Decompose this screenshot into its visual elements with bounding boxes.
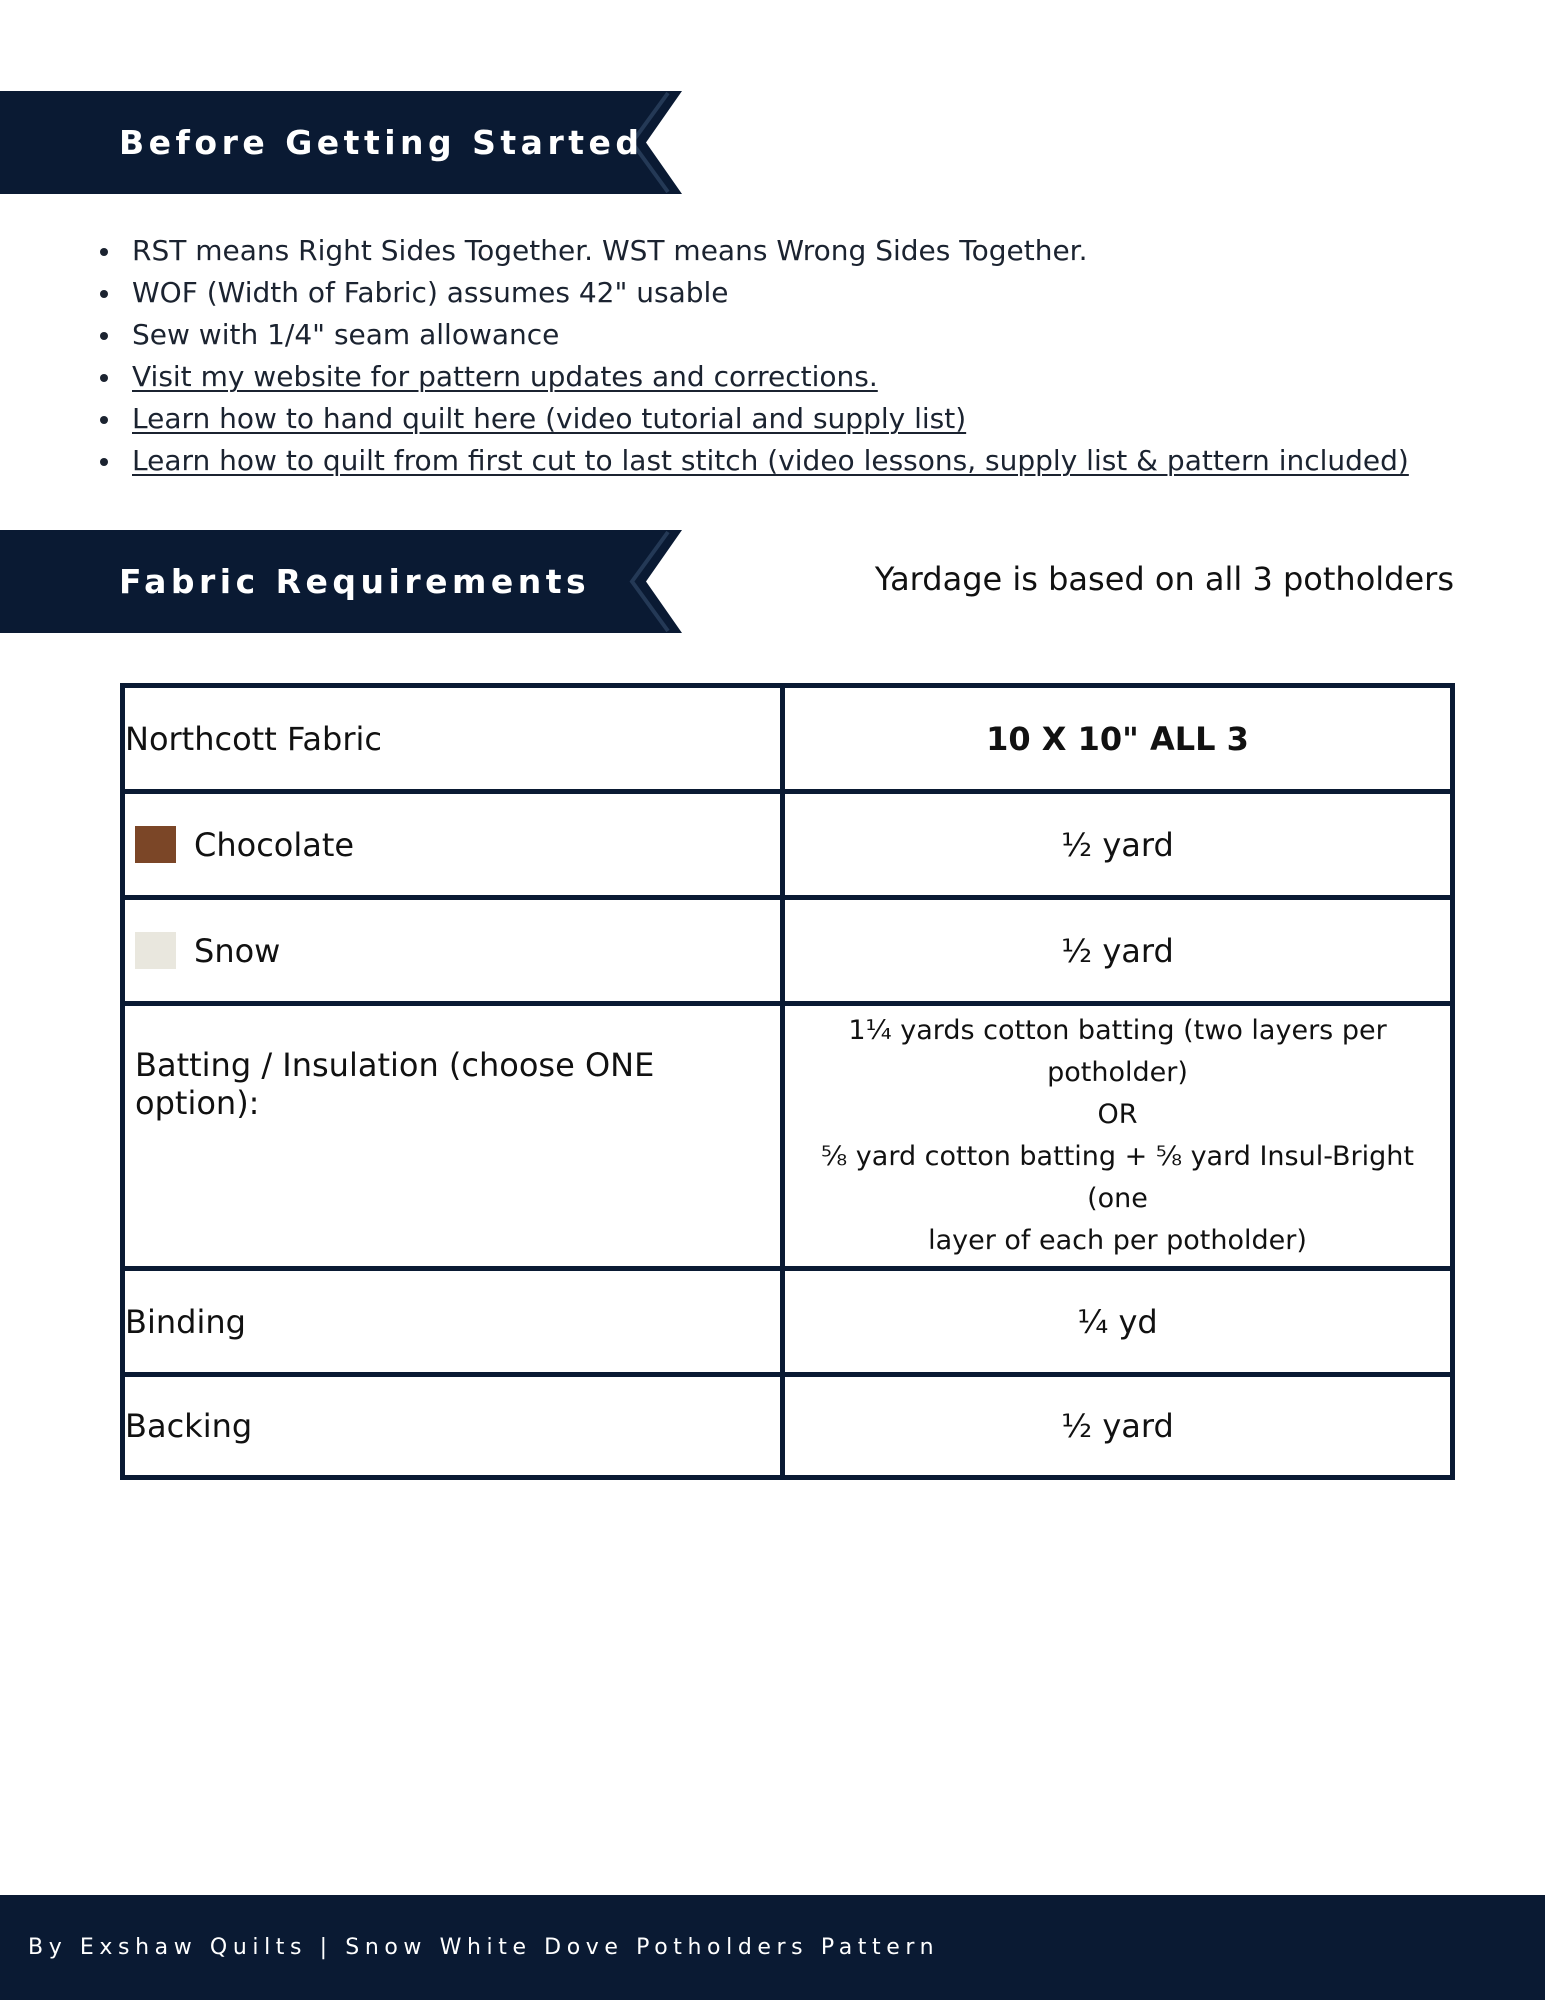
table-row-snow	[123, 898, 1453, 1004]
bullet-icon	[100, 332, 108, 340]
table-row-batting	[123, 1004, 1453, 1269]
snow-amount: ½ yard	[783, 898, 1453, 1004]
binding-amount: ¼ yd	[783, 1269, 1453, 1375]
binding-label: Binding	[123, 1269, 783, 1375]
note-hand-quilt	[98, 398, 1518, 440]
snow-swatch	[135, 932, 176, 969]
hand-quilt-link[interactable]: Learn how to hand quilt here (video tutorial and supply list)	[132, 402, 967, 435]
bullet-icon	[100, 458, 108, 466]
before-getting-started-banner	[0, 91, 682, 194]
table-row-header	[123, 686, 1453, 792]
batting-options	[783, 1004, 1453, 1269]
table-row-binding	[123, 1269, 1453, 1375]
batting-option1-line1: 1¼ yards cotton batting (two layers per	[848, 1015, 1387, 1046]
quilt-course-link[interactable]: Learn how to quilt from first cut to last stitch (video lessons, supply list & pattern included)	[132, 444, 1409, 477]
fabric-requirements-table	[120, 683, 1455, 1480]
backing-amount: ½ yard	[783, 1375, 1453, 1478]
note-wof: WOF (Width of Fabric) assumes 42" usable	[98, 272, 1518, 314]
table-row-chocolate	[123, 792, 1453, 898]
section-title-fabric: Fabric Requirements	[119, 562, 591, 601]
batting-or: OR	[1097, 1099, 1138, 1130]
snow-label: Snow	[194, 931, 281, 970]
chocolate-label: Chocolate	[194, 825, 355, 864]
batting-option2-line2: layer of each per potholder)	[928, 1225, 1307, 1256]
website-link[interactable]: Visit my website for pattern updates and corrections.	[132, 360, 878, 393]
yardage-note: Yardage is based on all 3 potholders	[874, 560, 1454, 598]
page-footer	[0, 1895, 1545, 2000]
bullet-icon	[100, 374, 108, 382]
footer-credit: By Exshaw Quilts | Snow White Dove Potholders Pattern	[28, 1935, 940, 1960]
chocolate-swatch	[135, 826, 176, 863]
batting-label: Batting / Insulation (choose ONE option):	[135, 1046, 655, 1122]
header-size-label: 10 X 10" ALL 3	[783, 686, 1453, 792]
backing-label: Backing	[123, 1375, 783, 1478]
section-title-before: Before Getting Started	[119, 123, 644, 162]
note-rst: RST means Right Sides Together. WST means Wrong Sides Together.	[98, 230, 1518, 272]
bullet-icon	[100, 248, 108, 256]
bullet-icon	[100, 290, 108, 298]
fabric-requirements-banner	[0, 530, 682, 633]
table-row-backing	[123, 1375, 1453, 1478]
chocolate-amount: ½ yard	[783, 792, 1453, 898]
batting-option1-line2: potholder)	[1047, 1057, 1188, 1088]
note-website	[98, 356, 1518, 398]
notes-list	[98, 230, 1518, 482]
batting-option2-line1: ⅝ yard cotton batting + ⅝ yard Insul-Bright (one	[821, 1141, 1414, 1214]
note-quilt-course	[98, 440, 1518, 482]
bullet-icon	[100, 416, 108, 424]
note-seam: Sew with 1/4" seam allowance	[98, 314, 1518, 356]
header-fabric-label: Northcott Fabric	[123, 686, 783, 792]
